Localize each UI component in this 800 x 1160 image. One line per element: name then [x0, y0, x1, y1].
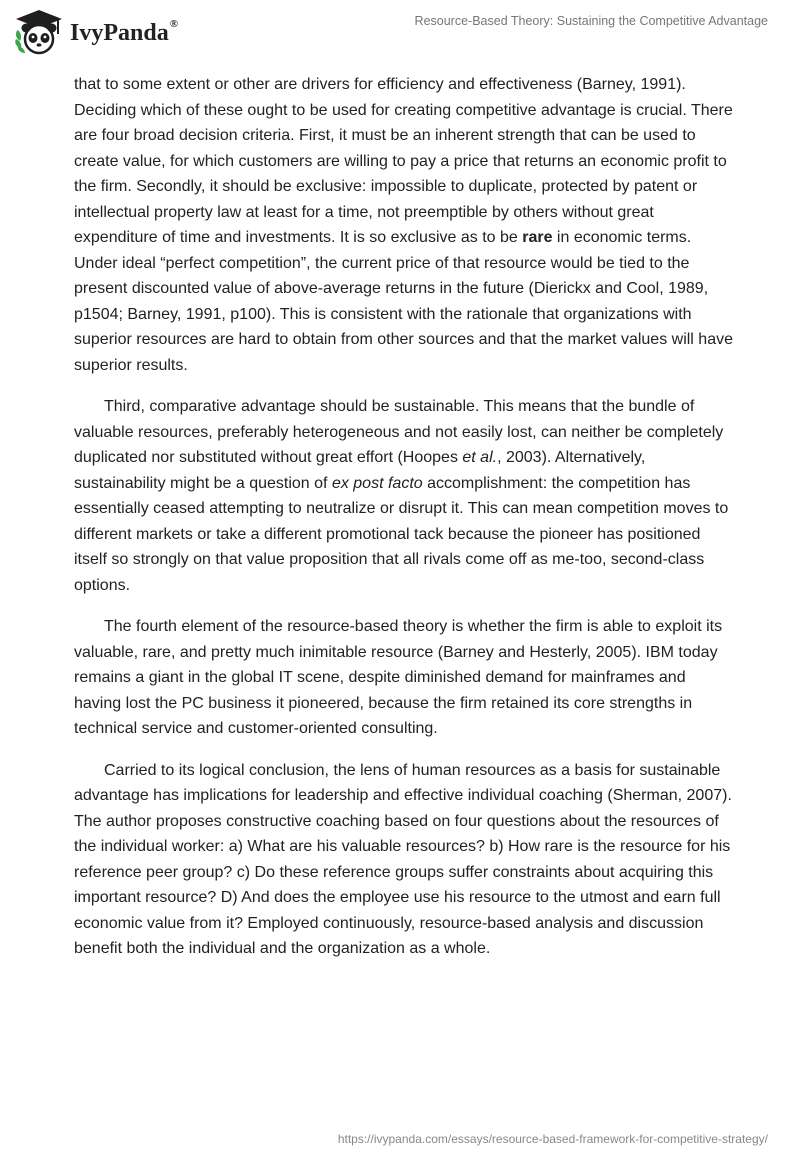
panda-graduate-icon	[14, 8, 64, 56]
text-run: Carried to its logical conclusion, the lens of human resources as a basis for sustainable advantage has implications for leadership and effective individual coaching (Sherman, 2007). The author proposes constructive coaching based on four questions about the resources of the individual worker: a) What are his valuable resources? b) How rare is the resource for his reference peer group? c) Do these reference groups suffer constraints about acquiring this important resource? D) And does the employee use his resource to the utmost and earn full economic value from it? Employed continuously, resource-based analysis and discussion benefit both the individual and the organization as a whole.	[74, 761, 732, 957]
text-run: in economic terms. Under ideal “perfect competition”, the current price of that resource would be tied to the present discounted value of above-average returns in the future (Dierickx and Cool, 1989, p1504; Barney, 1991, p100). This is consistent with the rationale that organizations with superior resources are hard to obtain from other sources and that the market values will have superior results.	[74, 229, 733, 374]
ivypanda-logo[interactable]	[14, 8, 178, 56]
paragraph-4	[74, 758, 734, 962]
text-run: The fourth element of the resource-based theory is whether the firm is able to exploit its valuable, rare, and pretty much inimitable resource (Barney and Hesterly, 2005). IBM today remains a giant in the global IT scene, despite diminished demand for mainframes and having lost the PC business it pioneered, because the firm retained its core strengths in technical service and customer-oriented consulting.	[74, 618, 723, 737]
registered-mark: ®	[169, 17, 178, 30]
paragraph-3	[74, 614, 734, 742]
italic-text: et al.	[462, 449, 498, 466]
brand-name: IvyPanda®	[70, 17, 178, 46]
page-header	[0, 0, 800, 70]
text-run: Third, comparative advantage should be sustainable. This means that the bundle of valuable resources, preferably heterogeneous and not easily lost, can neither be completely duplicated nor substituted without great effort (Hoopes	[74, 398, 724, 466]
text-run: accomplishment: the competition has essentially ceased attempting to neutralize or disrupt it. This can mean competition moves to different markets or take a different promotional tack because the pioneer has positioned itself so strongly on that value proposition that all rivals come off as me-too, second-class options.	[74, 474, 729, 594]
paragraph-1	[74, 72, 734, 378]
document-title: Resource-Based Theory: Sustaining the Competitive Advantage	[414, 14, 768, 28]
paragraph-2	[74, 394, 734, 598]
bold-text: rare	[522, 229, 553, 246]
text-run: that to some extent or other are drivers for efficiency and effectiveness (Barney, 1991). Deciding which of these ought to be used for creating competitive advantage is crucial. There are four broad decision criteria. First, it must be an inherent strength that can be used to create value, for which customers are willing to pay a price that returns an economic profit to the firm. Secondly, it should be exclusive: impossible to duplicate, protected by patent or intellectual property law at least for a time, not preemptible by others without great expenditure of time and investments. It is so exclusive as to be	[74, 76, 733, 246]
essay-body	[74, 72, 734, 978]
source-url[interactable]: https://ivypanda.com/essays/resource-based-framework-for-competitive-strategy/	[337, 1132, 768, 1146]
italic-text: ex post facto	[331, 474, 423, 492]
text-run: , 2003). Alternatively, sustainability might be a question of	[74, 449, 646, 492]
